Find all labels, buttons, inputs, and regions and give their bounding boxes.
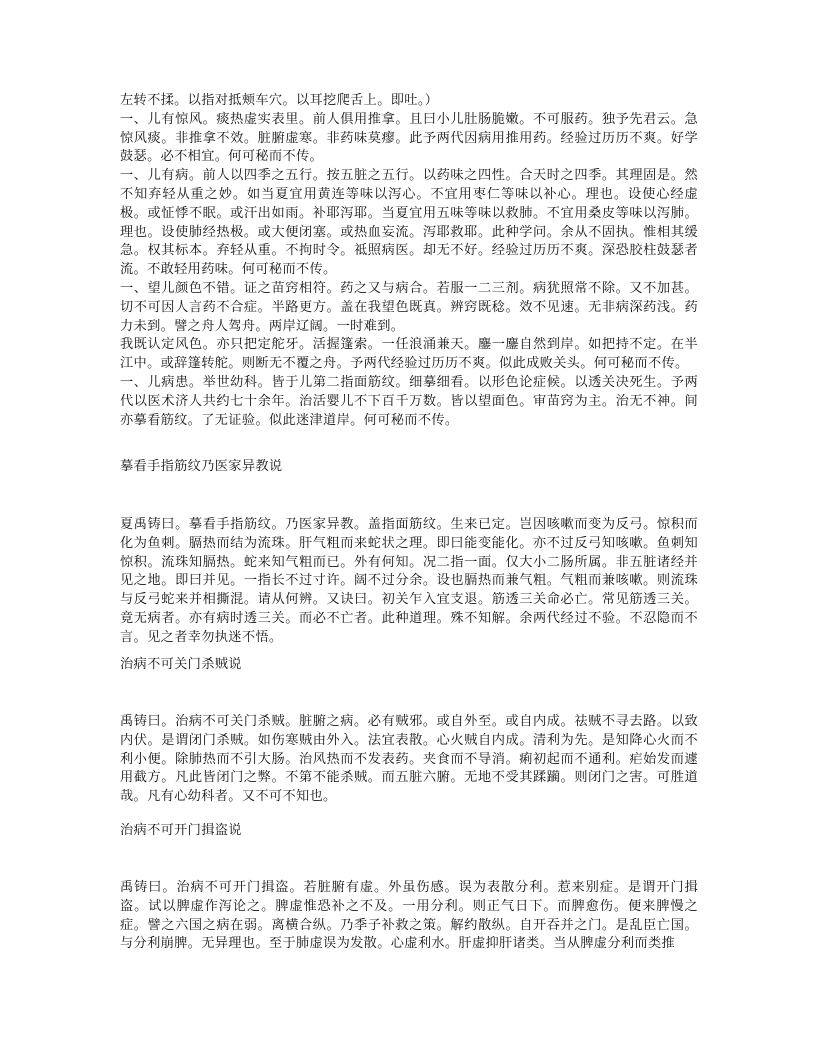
paragraph: 禹铸曰。治病不可关门杀贼。脏腑之病。必有贼邪。或自外至。或自内成。祛贼不寻去路。以致内伏。是谓闭门杀贼。如伤寒贼由外入。法宜表散。心火贼自内成。清利为先。是知降心火而不利小便。除肺热而不引大肠。治风热而不发表药。夹食而不导消。痢初起而不通利。疟始发而遽用截方。凡此皆闭门之弊。不第不能杀贼。而五脏六腑。无地不受其蹂躏。则闭门之害。可胜道哉。凡有心幼科者。又不可不知也。 — [120, 714, 698, 805]
section-a-text — [120, 92, 698, 430]
paragraph: 左转不揉。以指对抵颊车穴。以耳挖爬舌上。即吐。） — [120, 93, 439, 108]
paragraph: 一、望儿颜色不错。证之苗窍相符。药之又与病合。若服一二三剂。病犹照常不除。又不加甚。切不可因人言药不合症。半路更方。盖在我望色既真。辨窍既稔。效不见速。无非病深药浅。药力未到。譬之舟人驾舟。两岸辽阔。一时难到。 — [120, 280, 698, 334]
paragraph: 禹铸曰。治病不可开门揖盗。若脏腑有虚。外虽伤感。误为表散分利。惹来别症。是谓开门揖盗。试以脾虚作泻论之。脾虚惟恐补之不及。一用分利。则正气日下。而脾愈伤。便来脾慢之症。譬之六国之病在弱。离横合纵。乃季子补救之策。解约散纵。自开吞并之门。是乱臣亡国。与分利崩脾。无异理也。至于肺虚误为发散。心虚利水。肝虚抑肝诸类。当从脾虚分利而类推 — [120, 880, 698, 952]
section-title: 治病不可开门揖盗说 — [120, 823, 242, 838]
section-d-text — [120, 879, 698, 954]
section-title: 摹看手指筋纹乃医家异教说 — [120, 459, 283, 474]
paragraph: 一、儿病患。举世幼科。皆于儿第二指面筋纹。细摹细看。以形色论症候。以透关决死生。予两代以医术济人共约七十余年。治活婴儿不下百千万数。皆以望面色。审苗窍为主。治无不神。间亦摹看筋纹。了无证验。似此迷津道岸。何可秘而不传。 — [120, 374, 698, 428]
paragraph: 我既认定风色。亦只把定舵牙。活握篷索。一任浪涌兼天。鏖一鏖自然到岸。如把持不定。在半江中。或辞篷转舵。则断无不覆之舟。予两代经验过历历不爽。似此成败关头。何可秘而不传。 — [120, 337, 698, 372]
section-c-text — [120, 713, 698, 807]
paragraph: 一、儿有惊风。痰热虚实表里。前人俱用推拿。且曰小儿肚肠脆嫩。不可服药。独予先君云。急惊风痰。非推拿不效。脏腑虚寒。非药味莫瘳。此予两代因病用推用药。经验过历历不爽。好学鼓瑟。必不相宜。何可秘而不传。 — [120, 111, 698, 165]
paragraph: 夏禹铸曰。摹看手指筋纹。乃医家异教。盖指面筋纹。生来已定。岂因咳嗽而变为反弓。惊积而化为鱼刺。膈热而结为流珠。肝气粗而来蛇状之理。即曰能变能化。亦不过反弓知咳嗽。鱼刺知惊积。流珠知膈热。蛇来知气粗而已。外有何知。况二指一面。仅大小二肠所属。非五脏诸经并见之地。即曰并见。一指长不过寸许。阔不过分余。设也膈热而兼气粗。气粗而兼咳嗽。则流珠与反弓蛇来并相撕混。请从何辨。又诀曰。初关乍入宜支退。筋透三关命必亡。常见筋透三关。竟无病者。亦有病时透三关。而必不亡者。此种道理。殊不知解。余两代经过不验。不忍隐而不言。见之者幸勿执迷不悟。 — [120, 517, 698, 645]
section-b-text — [120, 516, 698, 648]
section-title: 治病不可关门杀贼说 — [120, 657, 242, 672]
paragraph: 一、儿有病。前人以四季之五行。按五脏之五行。以药味之四性。合天时之四季。其理固是。然不知弃轻从重之妙。如当夏宜用黄连等味以泻心。不宜用枣仁等味以补心。理也。设使心经虚极。或怔悸不眠。或汗出如雨。补耶泻耶。当夏宜用五味等味以救肺。不宜用桑皮等味以泻肺。理也。设使肺经热极。或大便闭塞。或热血妄流。泻耶救耶。此种学问。余从不固执。惟相其缓急。权其标本。弃轻从重。不拘时令。祗照病医。却无不好。经验过历历不爽。深恐胶柱鼓瑟者流。不敢轻用药味。何可秘而不传。 — [120, 168, 698, 278]
